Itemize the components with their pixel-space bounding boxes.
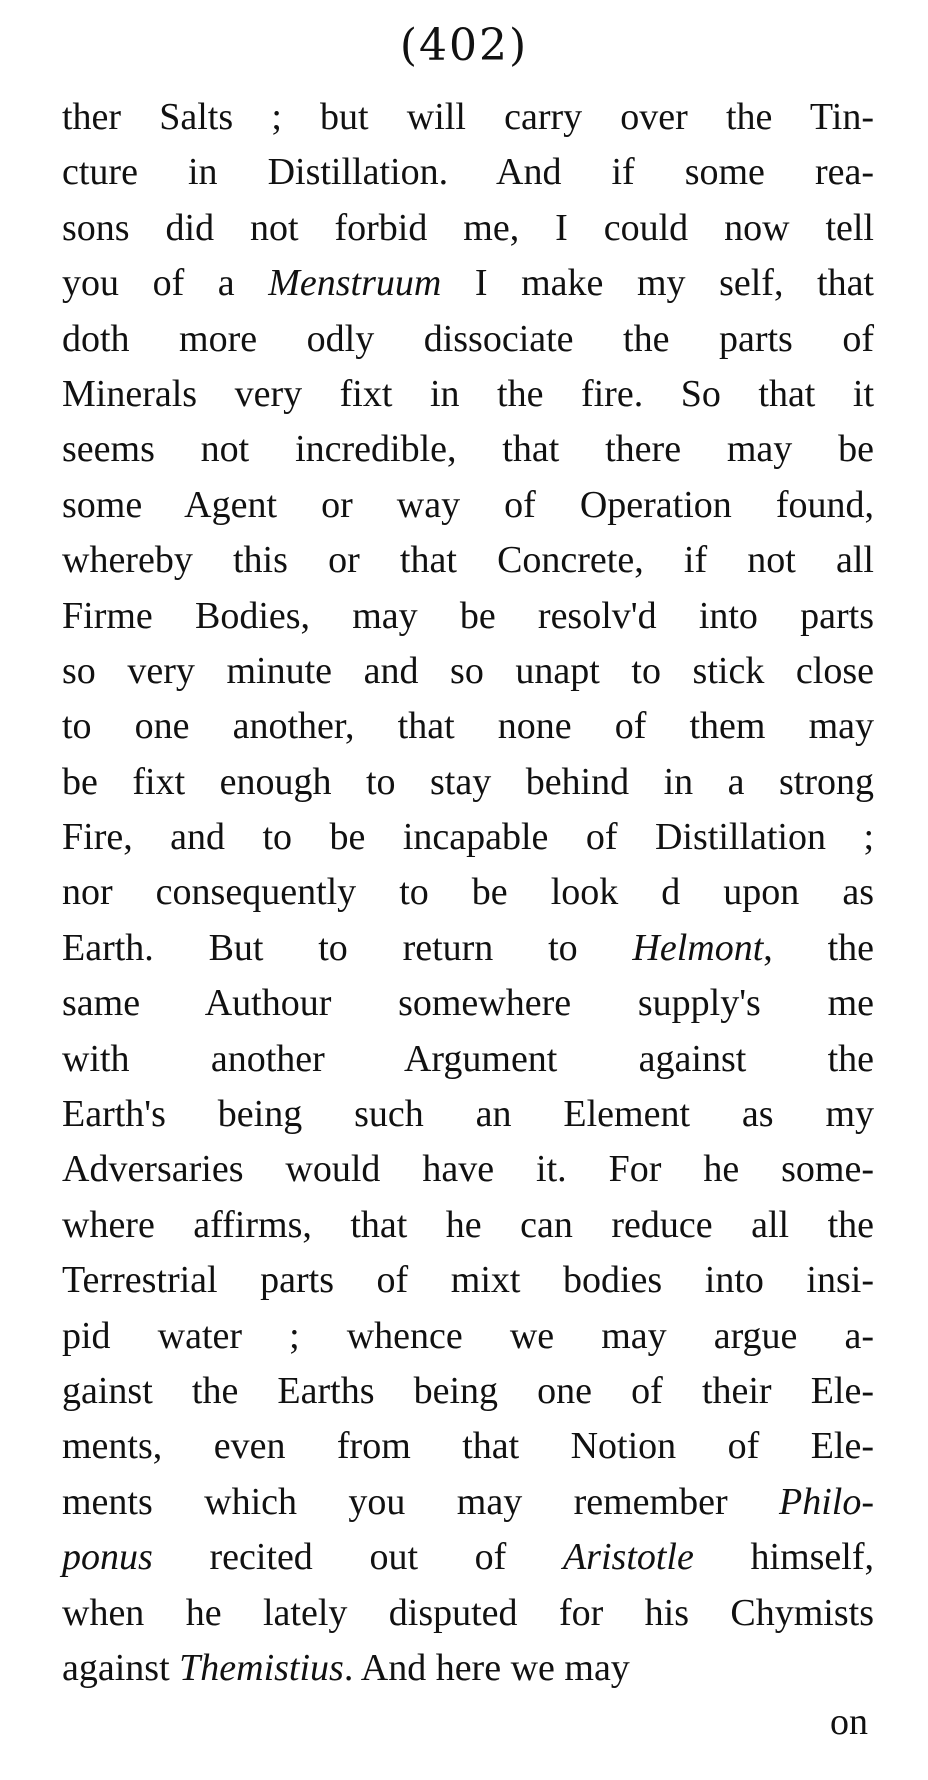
text-segment: Adversaries would have it. For he some- <box>62 1148 874 1191</box>
text-segment: when he lately disputed for his Chymists <box>62 1591 874 1634</box>
italic-text: Philo- <box>779 1480 874 1523</box>
text-segment: where affirms, that he can reduce all the <box>62 1203 874 1246</box>
text-line <box>62 145 874 200</box>
text-line <box>62 810 874 865</box>
text-segment: with another Argument against the <box>62 1037 874 1080</box>
text-segment: you of a <box>62 262 269 305</box>
text-segment: so very minute and so unapt to stick close <box>62 649 874 692</box>
text-line <box>62 589 874 644</box>
text-segment: Firme Bodies, may be resolv'd into parts <box>62 594 874 637</box>
text-segment: ments, even from that Notion of Ele- <box>62 1425 874 1468</box>
text-line <box>62 1475 874 1530</box>
text-line <box>62 1364 874 1419</box>
text-line <box>62 644 874 699</box>
text-line <box>62 312 874 367</box>
text-segment: pid water ; whence we may argue a- <box>62 1314 874 1357</box>
text-line <box>62 1253 874 1308</box>
text-segment: himself, <box>693 1536 874 1579</box>
catchword: on <box>830 1701 868 1743</box>
text-line <box>62 256 874 311</box>
text-segment: Fire, and to be incapable of Distillation ; <box>62 816 874 859</box>
text-line <box>62 755 874 810</box>
text-line <box>62 1309 874 1364</box>
text-segment: gainst the Earths being one of their Ele- <box>62 1369 874 1412</box>
text-segment: Terrestrial parts of mixt bodies into insi- <box>62 1259 874 1302</box>
text-segment: same Authour somewhere supply's me <box>62 982 874 1025</box>
text-segment: Earth. But to return to <box>62 926 633 969</box>
text-segment: , the <box>763 926 874 969</box>
text-line <box>62 367 874 422</box>
text-line <box>62 533 874 588</box>
text-line <box>62 865 874 920</box>
text-segment: cture in Distillation. And if some rea- <box>62 151 874 194</box>
text-segment: doth more odly dissociate the parts of <box>62 317 874 360</box>
text-line <box>62 1419 874 1474</box>
italic-text: Helmont <box>632 926 764 969</box>
text-segment: against <box>62 1646 180 1689</box>
italic-text: ponus <box>62 1536 153 1579</box>
text-segment: some Agent or way of Operation found, <box>62 483 874 526</box>
text-segment: seems not incredible, that there may be <box>62 428 874 471</box>
text-segment: Minerals very fixt in the fire. So that it <box>62 372 874 415</box>
italic-text: Aristotle <box>562 1536 694 1579</box>
text-segment: to one another, that none of them may <box>62 705 874 748</box>
text-line <box>62 422 874 477</box>
text-line <box>62 699 874 754</box>
text-line <box>62 976 874 1031</box>
text-line <box>62 1641 874 1696</box>
text-segment: nor consequently to be look d upon as <box>62 871 874 914</box>
text-line <box>62 1586 874 1641</box>
text-segment: whereby this or that Concrete, if not all <box>62 539 874 582</box>
text-line <box>62 90 874 145</box>
text-line <box>62 1087 874 1142</box>
body-text <box>62 90 874 1696</box>
page-number: (402) <box>399 20 529 71</box>
text-segment: recited out of <box>152 1536 563 1579</box>
italic-text: Themistius <box>179 1646 344 1689</box>
text-segment: ments which you may remember <box>62 1480 780 1523</box>
text-line <box>62 921 874 976</box>
text-line <box>62 201 874 256</box>
italic-text: Menstruum <box>268 262 442 305</box>
text-line <box>62 1530 874 1585</box>
text-segment: sons did not forbid me, I could now tell <box>62 206 874 249</box>
text-line <box>62 1142 874 1197</box>
text-segment: . And here we may <box>343 1646 630 1689</box>
text-segment: ther Salts ; but will carry over the Tin- <box>62 96 874 138</box>
text-segment: Earth's being such an Element as my <box>62 1093 874 1136</box>
text-line <box>62 478 874 533</box>
text-segment: I make my self, that <box>441 262 874 305</box>
text-line <box>62 1198 874 1253</box>
text-segment: be fixt enough to stay behind in a strong <box>62 760 874 803</box>
text-line <box>62 1032 874 1087</box>
